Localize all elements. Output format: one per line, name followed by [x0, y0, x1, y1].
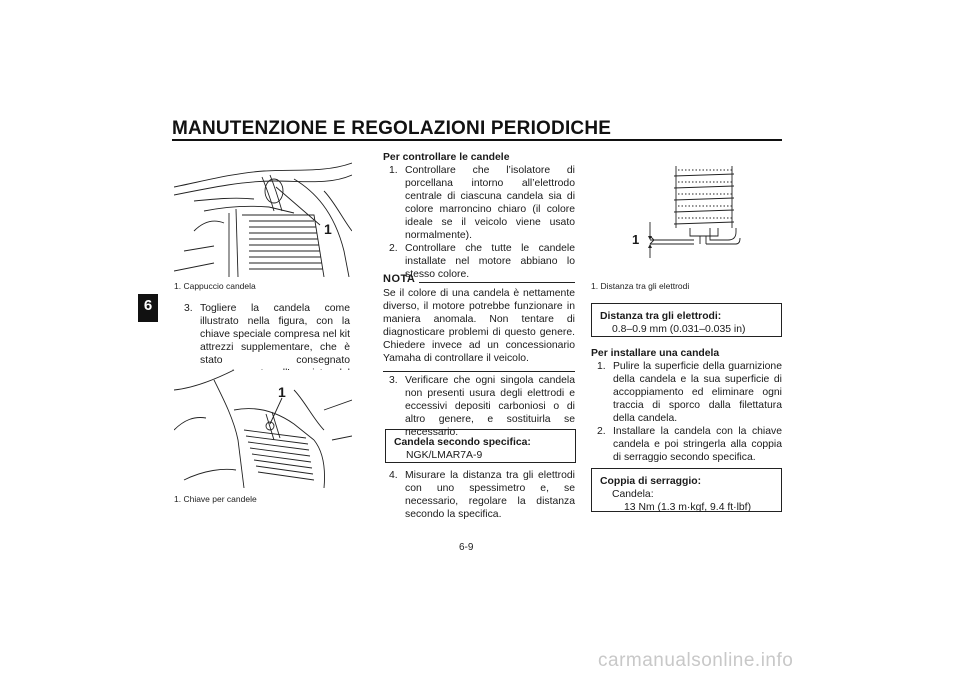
- spec-box-title: Candela secondo specifica:: [394, 437, 531, 448]
- figure3-callout: 1: [632, 232, 640, 247]
- item-text: Installare la candela con la chiave candela e poi stringerla alla coppia di serraggio secondo specifica.: [613, 426, 782, 463]
- torque-box-label: Candela:: [612, 489, 654, 500]
- install-plug-heading: Per installare una candela: [591, 348, 720, 359]
- list-item: [591, 360, 782, 425]
- header-rule: [172, 139, 782, 141]
- check-plugs-heading: Per controllare le candele: [383, 152, 510, 163]
- step-text: Verificare che ogni singola candela non presenti usura degli elettrodi e eccessivi depositi carboniosi o di altro genere, e sostituirla se necessario.: [405, 375, 575, 438]
- item-number: 1.: [389, 165, 398, 176]
- spark-plug-gap-illustration: [620, 152, 760, 276]
- install-plug-list: [591, 360, 782, 464]
- page-title: MANUTENZIONE E REGOLAZIONI PERIODICHE: [172, 118, 612, 139]
- torque-spec-box: [591, 468, 782, 512]
- page-number: 6-9: [459, 542, 474, 553]
- step-4-measure: [389, 469, 575, 521]
- engine-illustration-2: [174, 370, 352, 488]
- torque-box-title: Coppia di serraggio:: [600, 476, 702, 487]
- figure-electrode-gap: [620, 152, 760, 276]
- nota-title: NOTA: [383, 273, 416, 285]
- step-text: Togliere la candela come illustrato nella figura, con la chiave speciale compresa nel kit attrezzi supplementare, che è stato consegnato: [200, 303, 350, 366]
- nota-top-line: [419, 282, 575, 283]
- figure2-caption: 1. Chiave per candele: [174, 494, 257, 504]
- figure-spark-plug-wrench: [174, 370, 352, 488]
- spark-plug-spec-box: [385, 429, 576, 463]
- step-number: 4.: [389, 470, 398, 481]
- item-text: Controllare che l’isolatore di porcellana intorno all’elettrodo centrale di ciascuna candela sia di colore marroncino chiaro (il colore ideale se il veicolo viene usato normalmente).: [405, 165, 575, 241]
- list-item: [591, 425, 782, 464]
- electrode-gap-spec-box: [591, 303, 782, 337]
- figure-spark-plug-cap: [174, 151, 352, 277]
- nota-block: [383, 273, 575, 372]
- figure1-caption: 1. Cappuccio candela: [174, 281, 256, 291]
- check-plugs-list: [383, 164, 575, 281]
- item-text: Controllare che tutte le candele installate nel motore abbiano lo stesso colore.: [405, 243, 575, 280]
- item-number: 1.: [597, 361, 606, 372]
- figure1-callout: 1: [324, 221, 332, 237]
- step-number: 3.: [184, 303, 193, 314]
- item-text: Pulire la superficie della guarnizione della candela e la sua superficie di accoppiamento ed eliminare ogni traccia di sporco dalla filettatura della candela.: [613, 361, 782, 424]
- item-number: 2.: [597, 426, 606, 437]
- chapter-tab-number: 6: [143, 297, 153, 314]
- spec-box-value: NGK/LMAR7A-9: [406, 450, 483, 461]
- figure2-callout: 1: [278, 384, 286, 400]
- step-number: 3.: [389, 375, 398, 386]
- nota-text: Se il colore di una candela è nettamente diverso, il motore potrebbe funzionare in maniera anomala. Non tentare di diagnosticare problemi di questo genere. Chiedere invece ad un concessionario Yamaha di controllare il veicolo.: [383, 288, 575, 364]
- item-number: 2.: [389, 243, 398, 254]
- gap-box-value: 0.8–0.9 mm (0.031–0.035 in): [612, 324, 746, 335]
- step-text: Misurare la distanza tra gli elettrodi con uno spessimetro e, se necessario, regolare la distanza secondo la specifica.: [405, 470, 575, 520]
- nota-bottom-line: [383, 371, 575, 372]
- gap-box-title: Distanza tra gli elettrodi:: [600, 311, 722, 322]
- torque-box-value: 13 Nm (1.3 m·kgf, 9.4 ft·lbf): [624, 502, 752, 513]
- list-item: [383, 164, 575, 242]
- engine-illustration-1: [174, 151, 352, 277]
- watermark-text: carmanualsonline.info: [598, 650, 794, 671]
- figure3-caption: 1. Distanza tra gli elettrodi: [591, 281, 690, 291]
